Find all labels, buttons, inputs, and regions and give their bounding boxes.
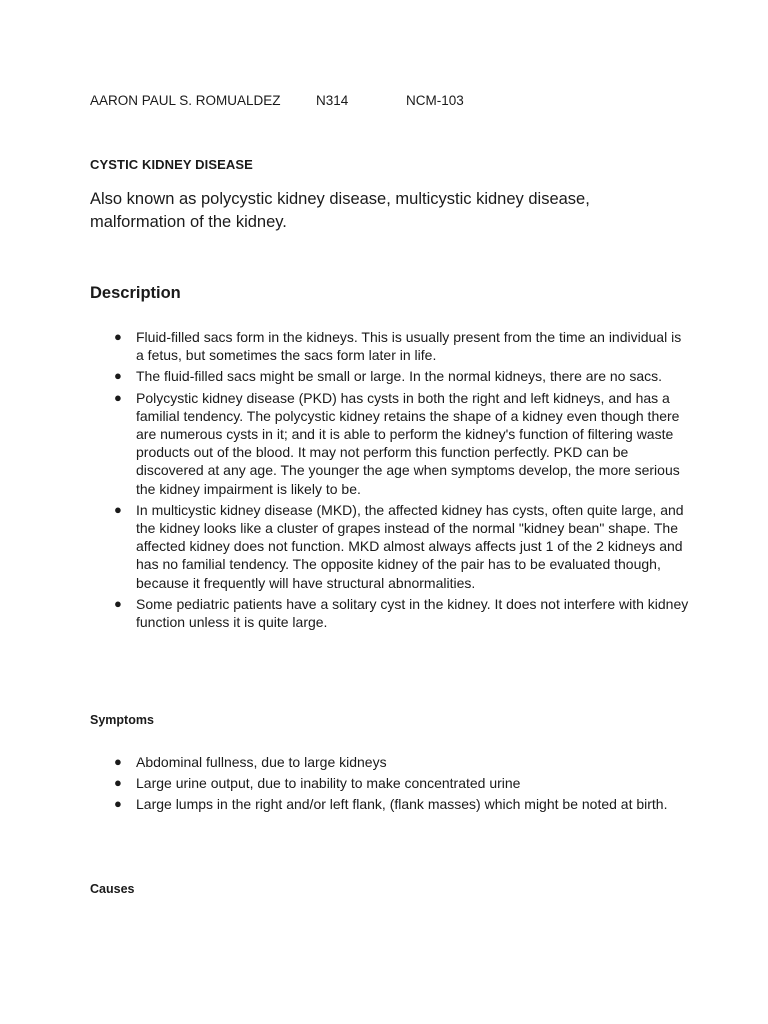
- bullet-icon: ●: [114, 796, 122, 812]
- bullet-icon: ●: [114, 389, 122, 405]
- symptoms-heading: Symptoms: [90, 713, 154, 727]
- list-item-text: The fluid-filled sacs might be small or large. In the normal kidneys, there are no sacs.: [136, 368, 663, 385]
- bullet-icon: ●: [114, 501, 122, 517]
- bullet-icon: ●: [114, 595, 122, 611]
- list-item-text: Some pediatric patients have a solitary cyst in the kidney. It does not interfere with kidney function unless it is quite large.: [136, 595, 689, 631]
- author-name: AARON PAUL S. ROMUALDEZ: [90, 93, 281, 108]
- list-item: [90, 367, 690, 385]
- document-header: [90, 93, 464, 108]
- list-item: [90, 595, 690, 631]
- list-item: [90, 501, 690, 592]
- list-item: [90, 774, 690, 792]
- section-code: N314: [316, 93, 349, 108]
- list-item: [90, 328, 690, 364]
- bullet-icon: ●: [114, 329, 122, 344]
- list-item: [90, 795, 690, 813]
- list-item: [90, 753, 690, 771]
- list-item-text: Polycystic kidney disease (PKD) has cysts in both the right and left kidneys, and has a familial tendency. The polycystic kidney retains the shape of a kidney even though there are numerous cysts in it; and it is able to perform the kidney's function of filtering waste products out of the blood. It may not perform this function perfectly. PKD can be discovered at any age. The younger the age when symptoms develop, the more serious the kidney impairment is likely to be.: [136, 389, 680, 497]
- list-item: [90, 389, 690, 498]
- symptoms-list: [90, 753, 690, 817]
- bullet-icon: ●: [114, 775, 122, 791]
- list-item-text: Large lumps in the right and/or left flank, (flank masses) which might be noted at birth.: [136, 796, 668, 813]
- list-item-text: Large urine output, due to inability to make concentrated urine: [136, 775, 521, 792]
- document-title: CYSTIC KIDNEY DISEASE: [90, 157, 253, 172]
- intro-paragraph: Also known as polycystic kidney disease, multicystic kidney disease, malformation of the kidney.: [90, 190, 590, 231]
- description-heading: Description: [90, 284, 181, 302]
- list-item-text: Abdominal fullness, due to large kidneys: [136, 754, 387, 770]
- causes-heading: Causes: [90, 882, 135, 896]
- list-item-text: Fluid-filled sacs form in the kidneys. This is usually present from the time an individual is a fetus, but sometimes the sacs form later in life.: [136, 329, 682, 364]
- course-code: NCM-103: [406, 93, 464, 108]
- list-item-text: In multicystic kidney disease (MKD), the affected kidney has cysts, often quite large, and the kidney looks like a cluster of grapes instead of the normal "kidney bean" shape. The affected kidney does not function. MKD almost always affects just 1 of the 2 kidneys and has no familial tendency. The opposite kidney of the pair has to be evaluated though, because it frequently will have structural abnormalities.: [136, 501, 684, 591]
- bullet-icon: ●: [114, 754, 122, 769]
- description-list: [90, 328, 690, 634]
- bullet-icon: ●: [114, 368, 122, 384]
